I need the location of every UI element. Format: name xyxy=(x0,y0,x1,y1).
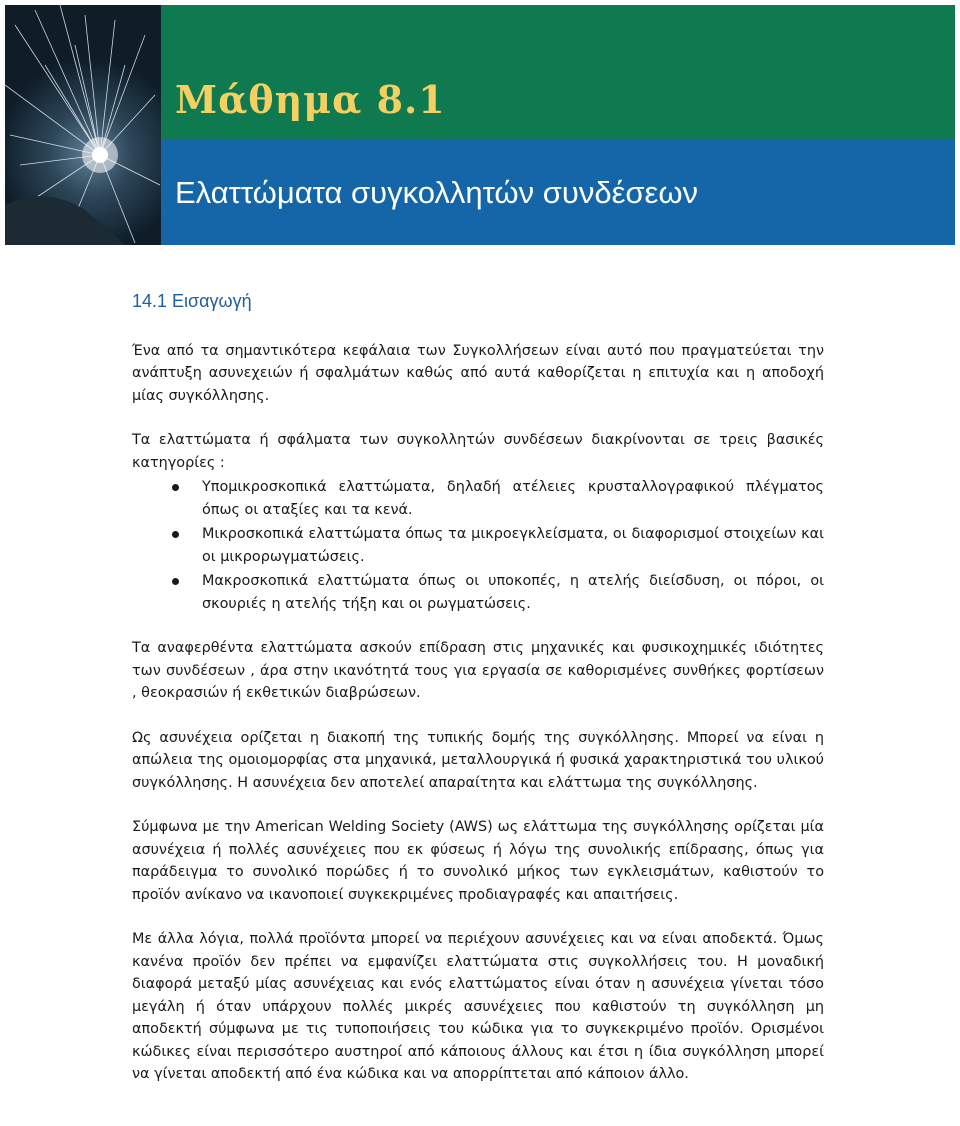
welding-sparks-photo xyxy=(5,5,161,245)
title-band xyxy=(161,5,955,140)
paragraph-effects: Τα αναφερθέντα ελαττώματα ασκούν επίδραση στις μηχανικές και φυσικοχημικές ιδιότητες των συνδέσεων , άρα στην ικανότητά τους για εργασία σε καθορισμένες συνθήκες φορτίσεων , θεοκρασιών ή εκθετικών διαβρώσεων. xyxy=(132,640,824,701)
lesson-subtitle: Ελαττώματα συγκολλητών συνδέσεων xyxy=(175,175,699,210)
defect-categories-list xyxy=(132,476,824,615)
paragraph-categories: Τα ελαττώματα ή σφάλματα των συγκολλητών συνδέσεων διακρίνονται σε τρεις βασικές κατηγορίες : xyxy=(132,432,824,471)
paragraph-acceptance: Με άλλα λόγια, πολλά προϊόντα μπορεί να περιέχουν ασυνέχειες και να είναι αποδεκτά. Όμως κανένα προϊόν δεν πρέπει να εμφανίζει ελαττώματα στις συγκολλήσεις του. Η μοναδική διαφορά μεταξύ μίας ασυνέχειας και ενός ελαττώματος είναι όταν η ασυνέχεια γίνεται τόσο μεγάλη ή όταν υπάρχουν πολλές μικρές ασυνέχειες που καθιστούν τη συγκόλληση μη αποδεκτή σύμφωνα με τις τυποποιήσεις του κώδικα για το συγκεκριμένο προϊόν. Ορισμένοι κώδικες είναι περισσότερο αυστηροί από κάποιους άλλους και έτσι η ίδια συγκόλληση μπορεί να γίνεται αποδεκτή από ένα κώδικα και να απορρίπτεται από κάποιον άλλο. xyxy=(132,931,824,1082)
list-item: Μικροσκοπικά ελαττώματα όπως τα μικροεγκλείσματα, οι διαφορισμοί στοιχείων και οι μικρορωγματώσεις. xyxy=(202,523,824,568)
header-banner xyxy=(5,5,955,245)
document-body xyxy=(132,290,824,1108)
list-item: Υπομικροσκοπικά ελαττώματα, δηλαδή ατέλειες κρυσταλλογραφικού πλέγματος όπως οι αταξίες και τα κενά. xyxy=(202,476,824,521)
paragraph-discontinuity: Ως ασυνέχεια ορίζεται η διακοπή της τυπικής δομής της συγκόλλησης. Μπορεί να είναι η απώλεια της ομοιομορφίας στα μηχανικά, μεταλλουργικά ή φυσικά χαρακτηριστικά του υλικού συγκόλλησης. Η ασυνέχεια δεν αποτελεί απαραίτητα και ελάττωμα της συγκόλλησης. xyxy=(132,729,824,791)
subtitle-band xyxy=(161,140,955,245)
section-heading: 14.1 Εισαγωγή xyxy=(132,291,252,311)
paragraph-intro: Ένα από τα σημαντικότερα κεφάλαια των Συγκολλήσεων είναι αυτό που πραγματεύεται την ανάπτυξη ασυνεχειών ή σφαλμάτων καθώς από αυτά καθορίζεται η επιτυχία και η αποδοχή μίας συγκόλλησης. xyxy=(132,342,824,404)
paragraph-aws-definition: Σύμφωνα με την American Welding Society (AWS) ως ελάττωμα της συγκόλλησης ορίζεται μία ασυνέχεια ή πολλές ασυνέχειες που εκ φύσεως ή λόγω της συνολικής επίδρασης, όπως για παράδειγμα το συνολικό πορώδες ή το συνολικό μήκος των εγκλεισμάτων, καθιστούν το προϊόν ανίκανο να ικανοποιεί συγκεκριμένες προδιαγραφές και απαιτήσεις. xyxy=(132,819,824,903)
lesson-title: Μάθημα 8.1 xyxy=(175,77,446,122)
list-item: Μακροσκοπικά ελαττώματα όπως οι υποκοπές, η ατελής διείσδυση, οι πόροι, οι σκουριές η ατελής τήξη και οι ρωγματώσεις. xyxy=(202,570,824,615)
